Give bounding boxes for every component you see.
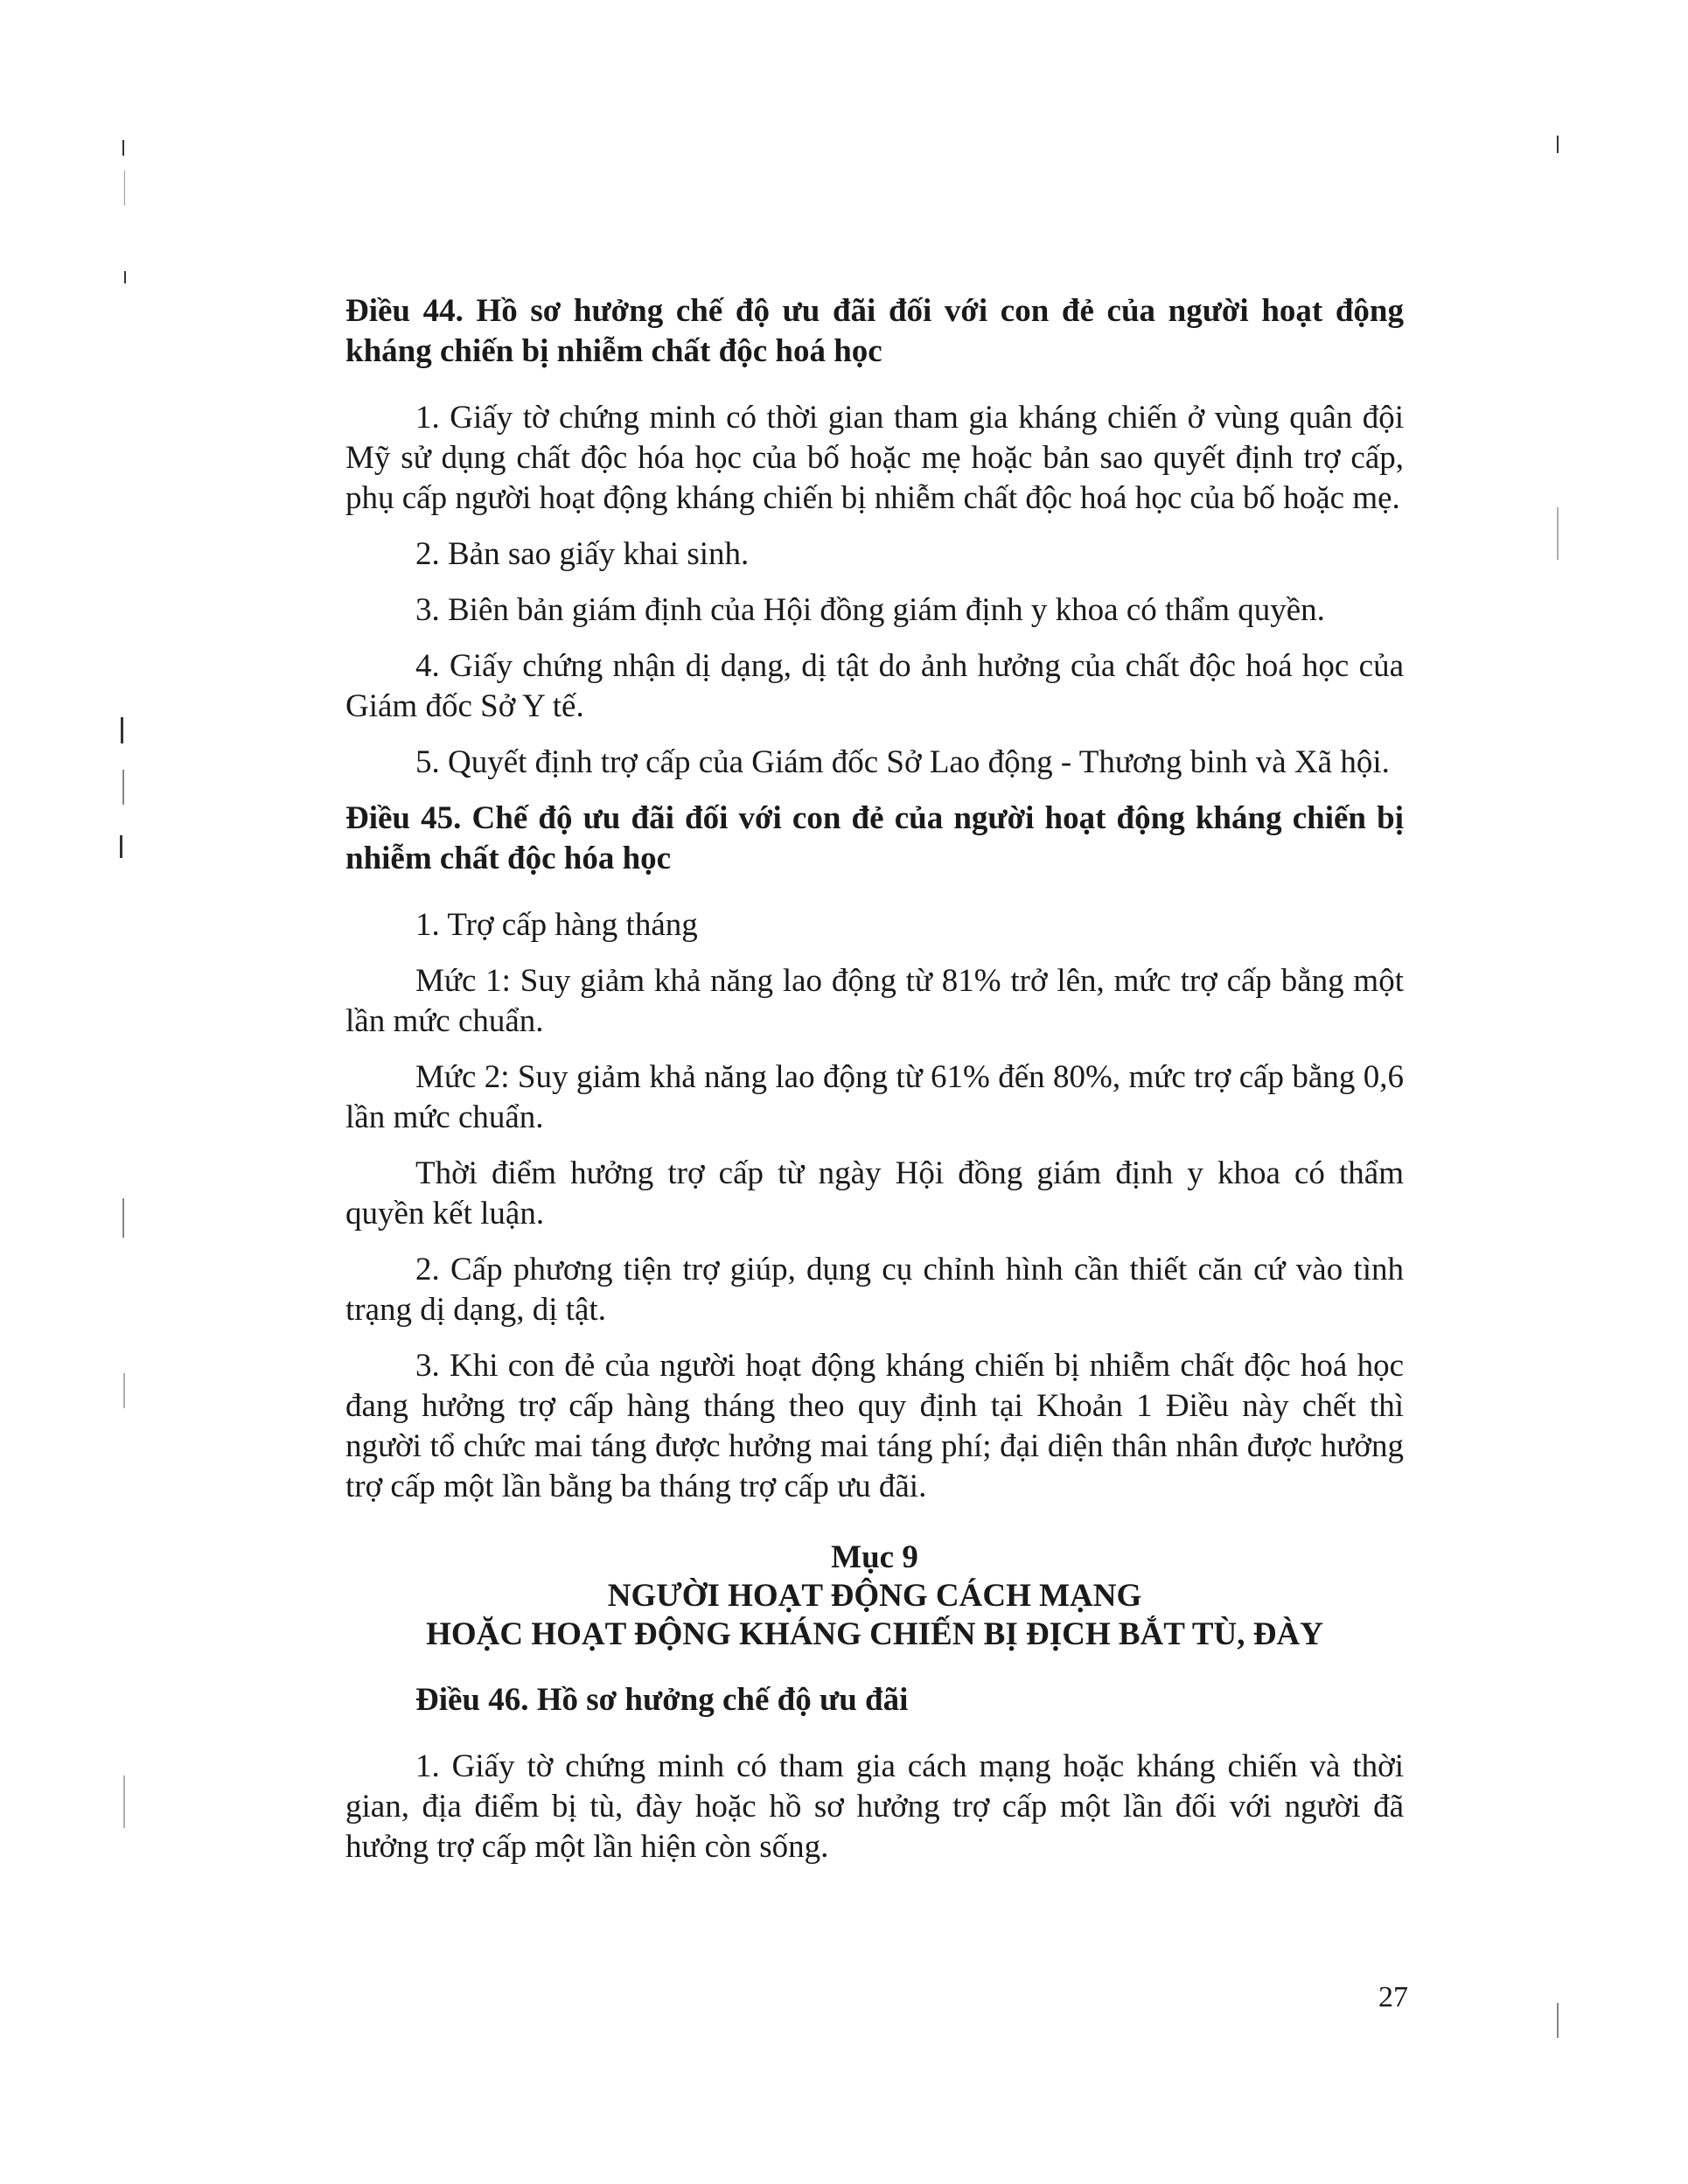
article-44-item-5: 5. Quyết định trợ cấp của Giám đốc Sở Lao động - Thương binh và Xã hội. bbox=[415, 744, 1390, 780]
article-46-item-1: 1. Giấy tờ chứng minh có tham gia cách mạng hoặc kháng chiến và thời gian, địa điểm bị tù, đày hoặc hồ sơ hưởng trợ cấp một lần đối với người đã hưởng trợ cấp một lần hiện còn sống. bbox=[345, 1748, 1404, 1865]
article-45-item-2: 2. Cấp phương tiện trợ giúp, dụng cụ chỉnh hình cần thiết căn cứ vào tình trạng dị dạng, dị tật. bbox=[345, 1252, 1404, 1328]
section-9-title-line-1: NGƯỜI HOẠT ĐỘNG CÁCH MẠNG bbox=[607, 1578, 1142, 1614]
section-9-label: Mục 9 bbox=[831, 1539, 918, 1575]
scan-artifact bbox=[123, 1776, 125, 1828]
article-44-heading: Điều 44. Hồ sơ hưởng chế độ ưu đãi đối với con đẻ của người hoạt động kháng chiến bị nhiễm chất độc hoá học bbox=[345, 293, 1404, 369]
article-45-heading: Điều 45. Chế độ ưu đãi đối với con đẻ của người hoạt động kháng chiến bị nhiễm chất độc hóa học bbox=[345, 800, 1404, 876]
scan-artifact bbox=[122, 140, 124, 156]
article-45-item-3: 3. Khi con đẻ của người hoạt động kháng chiến bị nhiễm chất độc hoá học đang hưởng trợ cấp hàng tháng theo quy định tại Khoản 1 Điều này chết thì người tổ chức mai táng được hưởng mai táng phí; đại diện thân nhân được hưởng trợ cấp một lần bằng ba tháng trợ cấp ưu đãi. bbox=[345, 1348, 1404, 1504]
article-46-heading: Điều 46. Hồ sơ hưởng chế độ ưu đãi bbox=[415, 1682, 909, 1718]
scan-artifact bbox=[123, 1373, 125, 1408]
section-9-title-block bbox=[345, 1539, 1404, 1654]
scan-artifact bbox=[124, 171, 125, 206]
scan-artifact bbox=[121, 717, 123, 743]
scan-artifact bbox=[1557, 507, 1559, 560]
scan-artifact bbox=[124, 271, 126, 283]
article-45-timing: Thời điểm hưởng trợ cấp từ ngày Hội đồng giám định y khoa có thẩm quyền kết luận. bbox=[345, 1155, 1404, 1232]
section-9-title-line-2: HOẶC HOẠT ĐỘNG KHÁNG CHIẾN BỊ ĐỊCH BẮT TÙ, ĐÀY bbox=[426, 1616, 1323, 1652]
document-body bbox=[345, 291, 1404, 1883]
scan-artifact bbox=[122, 1198, 124, 1238]
article-45-level-2: Mức 2: Suy giảm khả năng lao động từ 61% đến 80%, mức trợ cấp bằng 0,6 lần mức chuẩn. bbox=[345, 1059, 1404, 1135]
article-44-item-1: 1. Giấy tờ chứng minh có thời gian tham gia kháng chiến ở vùng quân đội Mỹ sử dụng chất độc hóa học của bố hoặc mẹ hoặc bản sao quyết định trợ cấp, phụ cấp người hoạt động kháng chiến bị nhiễm chất độc hoá học của bố hoặc mẹ. bbox=[345, 400, 1404, 516]
article-45-level-1: Mức 1: Suy giảm khả năng lao động từ 81% trở lên, mức trợ cấp bằng một lần mức chuẩn. bbox=[345, 963, 1404, 1039]
article-44-item-2: 2. Bản sao giấy khai sinh. bbox=[415, 536, 750, 572]
article-45-item-1: 1. Trợ cấp hàng tháng bbox=[415, 907, 698, 943]
article-44-item-4: 4. Giấy chứng nhận dị dạng, dị tật do ảnh hưởng của chất độc hoá học của Giám đốc Sở Y tế. bbox=[345, 648, 1404, 724]
scan-artifact bbox=[122, 770, 124, 805]
scan-artifact bbox=[1557, 136, 1559, 153]
scan-artifact bbox=[1557, 2003, 1559, 2038]
page-number: 27 bbox=[1378, 1981, 1408, 2013]
article-44-item-3: 3. Biên bản giám định của Hội đồng giám định y khoa có thẩm quyền. bbox=[415, 592, 1325, 628]
scan-artifact bbox=[120, 835, 122, 858]
